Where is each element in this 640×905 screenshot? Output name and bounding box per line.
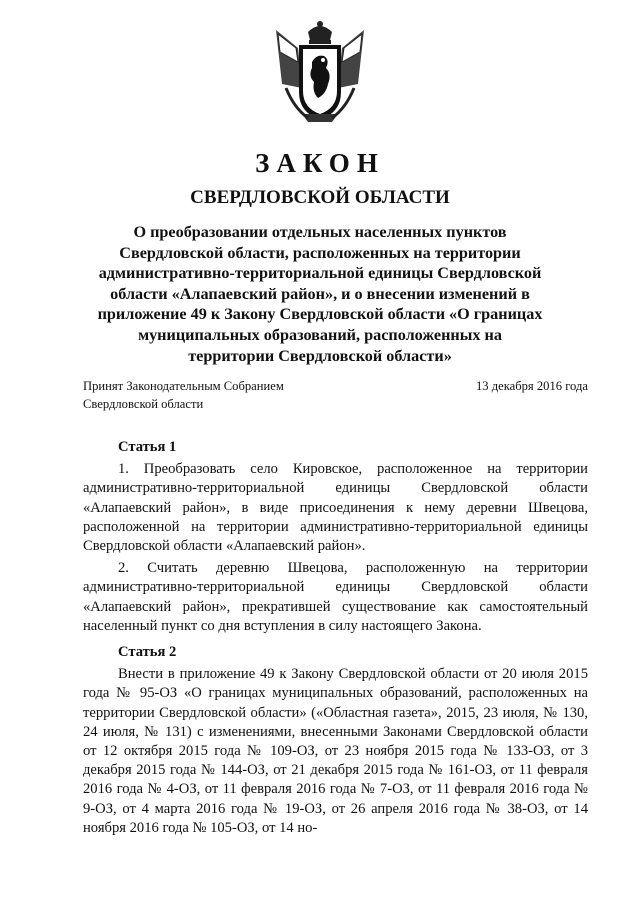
adopted-by-line2: Свердловской области — [83, 397, 204, 411]
document-subtitle: СВЕРДЛОВСКОЙ ОБЛАСТИ — [190, 187, 450, 208]
adopted-by — [83, 377, 343, 413]
document-title: ЗАКОН — [255, 148, 385, 178]
coat-of-arms-emblem — [268, 18, 372, 126]
article-2-title: Статья 2 — [118, 644, 177, 661]
article-1-title: Статья 1 — [118, 439, 177, 455]
article-1-paragraph-1: 1. Преобразовать село Кировское, расположенное на территории административно-территориальной единицы Свердловской области «Алапаевский район», в виде присоединения к нему деревни Швецова, расположенной на территории административно-территориальной единицы Свердловской области «Алапаевский район». — [83, 461, 588, 555]
law-heading: О преобразовании отдельных населенных пунктов Свердловской области, расположенных на территории административно-территориальной единицы Свердловской области «Алапаевский район», и о внесении изменений в приложение 49 к Закону Свердловской области «О границах муниципальных образований, расположенных на территории Свердловской области» — [97, 223, 543, 365]
law-body — [83, 438, 588, 841]
adopted-date: 13 декабря 2016 года — [475, 379, 588, 393]
article-2-paragraph-1: Внести в приложение 49 к Закону Свердловской области от 20 июля 2015 года № 95-ОЗ «О границах муниципальных образований, расположенных на территории Свердловской области» («Областная газета», 2015, 23 июля, № 130, 24 июля, № 131) с изменениями, внесенными Законами Свердловской области от 12 октября 2015 года № 109-ОЗ, от 23 ноября 2015 года № 133-ОЗ, от 3 декабря 2015 года № 144-ОЗ, от 21 декабря 2015 года № 161-ОЗ, от 11 февраля 2016 года № 4-ОЗ, от 11 февраля 2016 года № 7-ОЗ, от 11 февраля 2016 года № 9-ОЗ, от 4 марта 2016 года № 19-ОЗ, от 26 апреля 2016 года № 38-ОЗ, от 14 ноября 2016 года № 105-ОЗ, от 14 но- — [83, 666, 588, 836]
article-1-paragraph-2: 2. Считать деревню Швецова, расположенную на территории административно-территориальной единицы Свердловской области «Алапаевский район», прекратившей существование как самостоятельный населенный пункт со дня вступления в силу настоящего Закона. — [83, 560, 588, 634]
adopted-by-line1: Принят Законодательным Собранием — [83, 379, 284, 393]
